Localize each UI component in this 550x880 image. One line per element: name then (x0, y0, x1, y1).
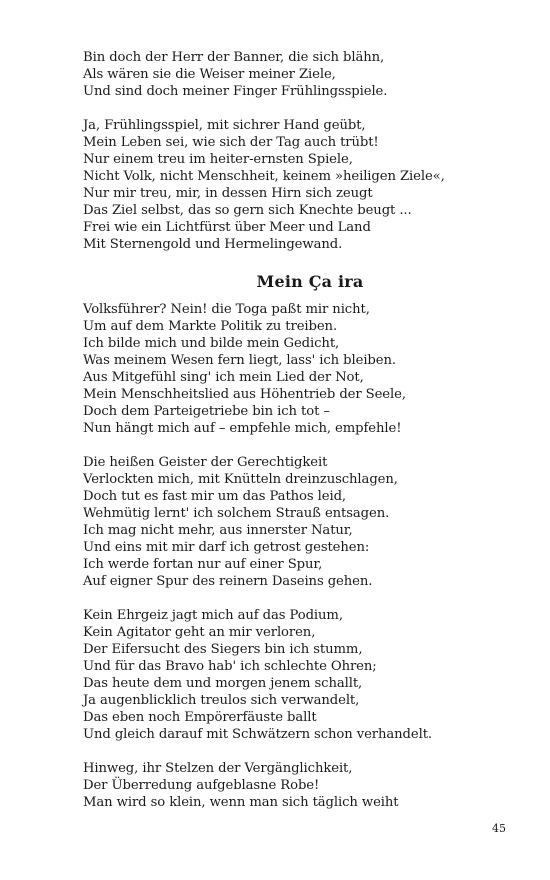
verse-line: Frei wie ein Lichtfürst über Meer und Land (83, 220, 371, 235)
verse-line: Man wird so klein, wenn man sich täglich weiht (83, 795, 399, 810)
continued-poem-text (83, 49, 523, 270)
stanza (83, 454, 523, 590)
verse-line: Nur mir treu, mir, in dessen Hirn sich zeugt (83, 186, 373, 201)
verse-line: Das Ziel selbst, das so gern sich Knechte beugt ... (83, 203, 412, 218)
verse-line: Kein Ehrgeiz jagt mich auf das Podium, (83, 608, 343, 623)
verse-line: Ich bilde mich und bilde mein Gedicht, (83, 336, 340, 351)
verse-line: Doch tut es fast mir um das Pathos leid, (83, 489, 347, 504)
verse-line: Ja, Frühlingsspiel, mit sichrer Hand geübt, (83, 118, 366, 133)
verse-line: Mein Leben sei, wie sich der Tag auch trübt! (83, 135, 379, 150)
verse-line: Wehmütig lernt' ich solchem Strauß entsagen. (83, 506, 390, 521)
verse-line: Und sind doch meiner Finger Frühlingsspiele. (83, 84, 388, 99)
verse-line: Mit Sternengold und Hermelingewand. (83, 237, 343, 252)
verse-line: Nur einem treu im heiter-ernsten Spiele, (83, 152, 353, 167)
verse-line: Ich mag nicht mehr, aus innerster Natur, (83, 523, 353, 538)
stanza (83, 760, 523, 811)
verse-line: Die heißen Geister der Gerechtigkeit (83, 455, 328, 470)
verse-line: Und gleich darauf mit Schwätzern schon verhandelt. (83, 727, 432, 742)
verse-line: Bin doch der Herr der Banner, die sich blähn, (83, 50, 385, 65)
poem-title: Mein Ça ira (256, 272, 364, 291)
stanza (83, 49, 523, 100)
verse-line: Ja augenblicklich treulos sich verwandelt, (83, 693, 360, 708)
stanza (83, 117, 523, 253)
verse-line: Nun hängt mich auf – empfehle mich, empfehle! (83, 421, 402, 436)
verse-line: Als wären sie die Weiser meiner Ziele, (83, 67, 336, 82)
verse-line: Verlockten mich, mit Knütteln dreinzuschlagen, (83, 472, 398, 487)
verse-line: Nicht Volk, nicht Menschheit, keinem »heiligen Ziele«, (83, 169, 445, 184)
stanza (83, 607, 523, 743)
verse-line: Der Überredung aufgeblasne Robe! (83, 778, 320, 793)
verse-line: Hinweg, ihr Stelzen der Vergänglichkeit, (83, 761, 353, 776)
verse-line: Ich werde fortan nur auf einer Spur, (83, 557, 323, 572)
verse-line: Was meinem Wesen fern liegt, lass' ich bleiben. (83, 353, 396, 368)
page-number: 45 (492, 822, 506, 835)
verse-line: Auf eigner Spur des reinern Daseins gehen. (83, 574, 373, 589)
verse-line: Um auf dem Markte Politik zu treiben. (83, 319, 338, 334)
verse-line: Aus Mitgefühl sing' ich mein Lied der Not, (83, 370, 364, 385)
verse-line: Mein Menschheitslied aus Höhentrieb der Seele, (83, 387, 406, 402)
poem-body (83, 301, 523, 828)
verse-line: Doch dem Parteigetriebe bin ich tot – (83, 404, 330, 419)
stanza (83, 301, 523, 437)
verse-line: Kein Agitator geht an mir verloren, (83, 625, 316, 640)
verse-line: Das heute dem und morgen jenem schallt, (83, 676, 363, 691)
verse-line: Das eben noch Empörerfäuste ballt (83, 710, 317, 725)
verse-line: Und eins mit mir darf ich getrost gestehen: (83, 540, 370, 555)
verse-line: Der Eifersucht des Siegers bin ich stumm, (83, 642, 363, 657)
verse-line: Und für das Bravo hab' ich schlechte Ohren; (83, 659, 377, 674)
verse-line: Volksführer? Nein! die Toga paßt mir nicht, (83, 302, 370, 317)
